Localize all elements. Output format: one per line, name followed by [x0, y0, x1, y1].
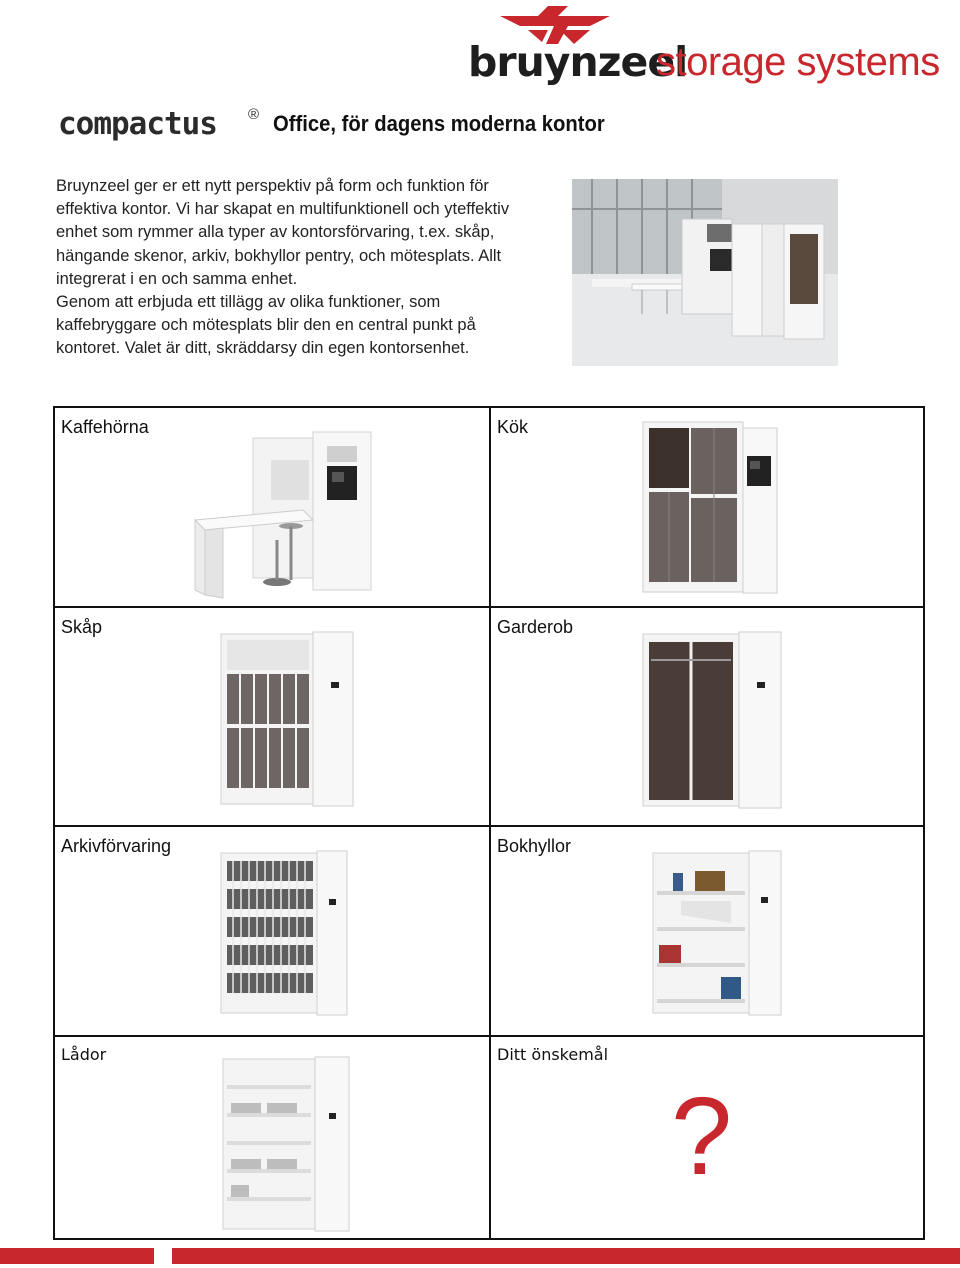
- footer-bar-left: [0, 1248, 154, 1264]
- wardrobe-image: [641, 630, 791, 812]
- brand-name: bruynzeel: [468, 38, 688, 86]
- page-headline: Office, för dagens moderna kontor: [273, 111, 605, 136]
- bookshelf-image: [651, 849, 791, 1019]
- kitchen-image: [633, 418, 783, 598]
- cell-label: Skåp: [61, 617, 103, 637]
- drawers-image: [221, 1055, 361, 1235]
- cell-lador: [55, 1037, 489, 1238]
- cell-label: Kök: [497, 417, 529, 437]
- cabinet-image: [219, 630, 359, 810]
- cell-skap: [55, 608, 489, 825]
- intro-text: [56, 175, 526, 361]
- cell-label: Garderob: [497, 617, 574, 637]
- cell-label: Arkivförvaring: [61, 836, 172, 856]
- cell-label: Lådor: [61, 1045, 107, 1064]
- product-grid: [53, 406, 925, 1240]
- cell-arkivforvaring: [55, 827, 489, 1035]
- cell-label: Ditt önskemål: [497, 1045, 609, 1064]
- cell-ditt-onskemal: [491, 1037, 925, 1238]
- brand-tagline: storage systems: [656, 40, 940, 84]
- cell-bokhyllor: [491, 827, 925, 1035]
- registered-mark: ®: [248, 106, 260, 123]
- footer-bar-right: [172, 1248, 960, 1264]
- compactus-logo: compactus: [58, 106, 217, 142]
- cell-label: Bokhyllor: [497, 836, 572, 856]
- intro-paragraph-2: Genom att erbjuda ett tillägg av olika funktioner, som kaffebryggare och mötesplats blir den en central punkt på kontoret. Valet är ditt, skräddarsy din egen kontorsenhet.: [56, 293, 476, 358]
- cell-kok: [491, 408, 925, 606]
- office-hero-image: [572, 179, 838, 366]
- question-mark: ?: [671, 1075, 733, 1198]
- cell-label: Kaffehörna: [61, 417, 149, 437]
- coffee-corner-image: [193, 430, 383, 600]
- intro-paragraph-1: Bruynzeel ger er ett nytt perspektiv på form och funktion för effektiva kontor. Vi har skapat en multifunktionell och yteffektiv enhet som rymmer alla typer av kontorsförvaring, t.ex. skåp, hängande skenor, arkiv, bokhyllor pentry, och mötesplats. Allt integrerat i en och samma enhet.: [56, 177, 510, 288]
- cell-kaffehorna: [55, 408, 489, 606]
- cell-garderob: [491, 608, 925, 825]
- archive-storage-image: [219, 849, 359, 1019]
